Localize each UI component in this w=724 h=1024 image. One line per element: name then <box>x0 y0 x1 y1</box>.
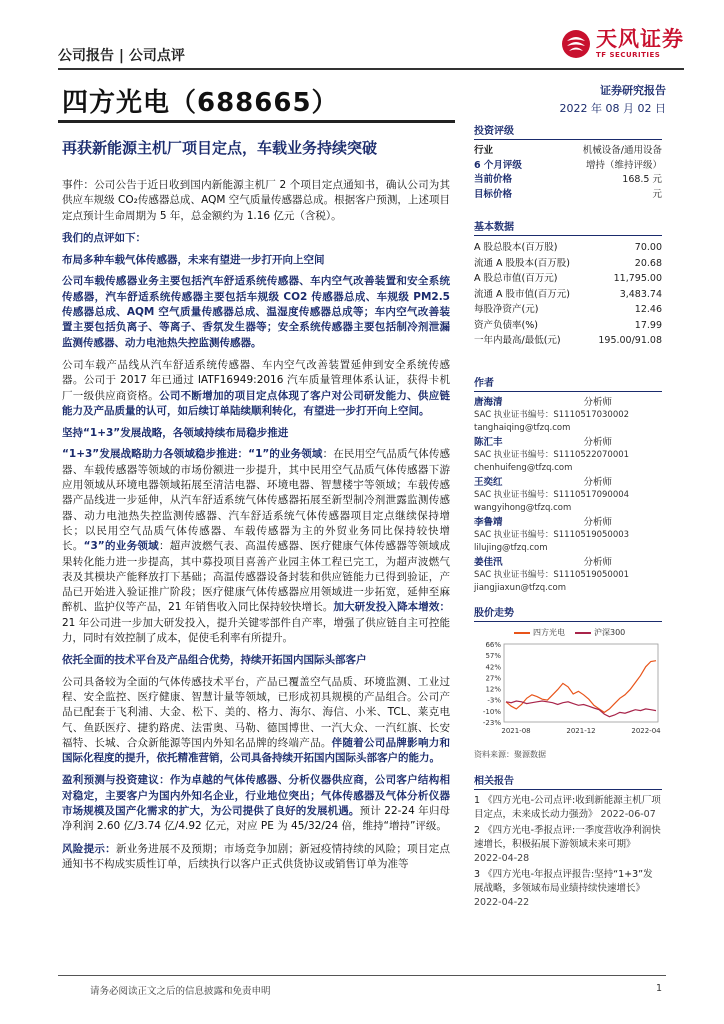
x-tick-label: 2022-04 <box>631 727 661 735</box>
legend-swatch <box>575 632 591 634</box>
basic-key: A 股总股本(百万股) <box>474 242 558 253</box>
y-tick-label: 66% <box>485 641 501 649</box>
author-name: 陈汇丰 <box>474 437 503 448</box>
paragraph-2-text: 公司车载产品线从汽车舒适系统传感器、车内空气改善装置延伸到安全系统传感器。公司于 2017 年已通过 IATF16949:2016 汽车质量管理体系认证，获得卡机厂一级供应商资格。 <box>62 358 450 402</box>
basic-key: 资产负债率(%) <box>474 319 538 331</box>
rating-key: 当前价格 <box>474 174 513 185</box>
brand-logo-icon <box>561 29 591 59</box>
author-role: 分析师 <box>583 477 612 488</box>
legend-label: 四方光电 <box>533 628 565 637</box>
y-tick-label: 57% <box>485 652 501 661</box>
chart-plot <box>474 640 662 738</box>
author-role: 分析师 <box>583 517 612 528</box>
footer-disclaimer[interactable]: 请务必阅读正文之后的信息披露和免责申明 <box>90 986 271 997</box>
series-line-index <box>506 701 656 717</box>
p3-rd-lead: 加大研发投入降本增效： <box>333 601 451 614</box>
related-report[interactable] <box>474 824 662 866</box>
risk-lead: 风险提示： <box>62 842 116 855</box>
p4-text: 公司具备较为全面的气体传感技术平台，产品已覆盖空气品质、环境监测、工业过程、安全监控、医疗健康、智慧计量等领域，已形成初具规模的产品组合。公司产品已配套于飞利浦、大金、松下、美的、格力、海尔、海信、小米、TCL、莱克电气、鱼跃医疗、捷豹路虎、法雷奥、马勒、德国博世、一汽大众、一汽红旗、长安福特、长城、合众新能源等国内外知名品牌的终端产品。 <box>62 675 450 749</box>
author-cert: SAC 执业证书编号：S1110517030002 <box>474 410 630 420</box>
x-tick-label: 2021-12 <box>566 727 596 735</box>
rating-row <box>474 188 662 203</box>
rating-row <box>474 159 662 174</box>
related-report[interactable] <box>474 794 662 822</box>
rating-row <box>474 144 662 159</box>
author-email[interactable]: wangyihong@tfzq.com <box>474 503 572 513</box>
legend-item <box>575 627 625 638</box>
basic-key: 每股净资产(元) <box>474 304 539 315</box>
basic-key: 流通 A 股股本(百万股) <box>474 257 570 269</box>
rating-title: 投资评级 <box>474 122 662 140</box>
basic-value: 195.00/91.08 <box>598 335 662 346</box>
related-title: 相关报告 <box>474 772 662 790</box>
legend-swatch <box>514 632 530 634</box>
legend-label: 沪深300 <box>594 628 626 637</box>
author-entry <box>474 476 662 515</box>
chart-legend <box>514 627 662 638</box>
y-tick-label: 42% <box>485 663 501 672</box>
author-name: 姜佳汛 <box>474 557 503 568</box>
trend-panel <box>474 604 662 626</box>
footer-rule <box>58 975 666 976</box>
author-cert: SAC 执业证书编号：S1110519050001 <box>474 570 630 580</box>
paragraph-4 <box>62 675 450 767</box>
rating-key: 6 个月评级 <box>474 159 522 171</box>
author-name: 唐海清 <box>474 397 503 408</box>
author-email[interactable]: chenhuifeng@tfzq.com <box>474 463 573 473</box>
y-tick-label: -3% <box>487 696 501 705</box>
author-entry <box>474 436 662 475</box>
risk-text: 新业务进展不及预期；市场竞争加剧；新冠疫情持续的风险；项目定点通知书不构成实质性订单，后续执行以客户正式供货协议或销售订单为准等 <box>62 842 451 870</box>
brand <box>561 28 684 59</box>
paragraph-1-bold: 公司车载传感器业务主要包括汽车舒适系统传感器、车内空气改善装置和安全系统传感器，汽车舒适系统传感器主要包括车规级 CO2 传感器总成、车规级 PM2.5 传感器总成、AQM 空气质量传感器总成、温湿度传感器总成等；车内空气改善装置主要包括负离子、等离子、香氛发生器等；安全系统传感器主要包括制冷剂泄漏监测传感器、动力电池热失控监测传感器。 <box>62 275 450 349</box>
p3-text-1: ：在民用空气品质气体传感器、车载传感器等领域的市场份额进一步提升，其中民用空气品质气体传感器下游应用领域从环境电器领域拓展至清洁电器、环境电器、智慧楼宇等领域；车载传感器产品线进一步延伸，从汽车舒适系统气体传感器拓展至新型制冷剂泄露监测传感器、动力电池热失控监测传感器、汽车舒适系统气体传感器项目定点继续保持增长；以民用空气品质气体传感器、车载传感器为主的外贸业务同比保持较快增长。 <box>62 448 450 553</box>
basic-value: 70.00 <box>634 242 662 253</box>
basic-value: 12.46 <box>634 304 662 315</box>
author-entry <box>474 516 662 555</box>
y-tick-label: 27% <box>485 674 501 683</box>
related-report-date: 2022-04-28 <box>474 853 530 864</box>
report-category: 公司报告 | 公司点评 <box>58 48 185 64</box>
report-date: 2022 年 08 月 02 日 <box>559 102 666 115</box>
page-number: 1 <box>655 983 662 994</box>
event-paragraph <box>62 178 450 224</box>
p4-bold: 伴随着公司品牌影响力和国际化程度的提升，依托精准营销，公司具备持续开拓国内国际头部客户的能力。 <box>62 736 451 765</box>
basic-key: A 股总市值(百万元) <box>474 273 558 284</box>
related-report-title[interactable]: 2 《四方光电-季报点评:一季度营收净利润快速增长，积极拓展下游领域未来可期》 <box>474 825 661 850</box>
y-tick-label: -23% <box>482 719 501 727</box>
rating-value: 168.5 元 <box>622 174 662 185</box>
author-cert: SAC 执业证书编号：S1110522070001 <box>474 450 630 460</box>
author-role: 分析师 <box>583 397 612 408</box>
basic-value: 17.99 <box>634 319 662 331</box>
basic-key: 一年内最高/最低(元) <box>474 335 561 346</box>
related-report-date: 2022-06-07 <box>600 809 656 820</box>
author-email[interactable]: tanghaiqing@tfzq.com <box>474 423 571 433</box>
basic-row <box>474 333 662 349</box>
author-email[interactable]: lilujing@tfzq.com <box>474 543 548 553</box>
p3-lead: “1+3”发展战略助力各领域稳步推进： <box>62 448 249 461</box>
p5-text: 预计 22-24 年归母净利润 2.60 亿/3.74 亿/4.92 亿元，对应 PE 为 45/32/24 倍，维持“增持”评级。 <box>62 804 451 833</box>
brand-name: 天风证券 <box>596 27 684 51</box>
paragraph-2-bold: 公司不断增加的项目定点体现了客户对公司研发能力、供应链能力及产品质量的认可，如后续订单陆续顺利转化，有望进一步打开向上空间。 <box>62 389 451 417</box>
author-entry <box>474 556 662 595</box>
related-report-title[interactable]: 3 《四方光电-年报点评报告:坚持“1+3”发展战略，多领域布局业绩持续快速增长》 <box>474 869 653 894</box>
p3-text-3: 21 年公司进一步加大研发投入，提升关键零部件自产率，增强了供应链自主可控能力，同时有效控制了成本，促使毛利率有所提升。 <box>62 616 450 645</box>
p3-three: “3”的业务领域 <box>83 540 159 553</box>
header-rule <box>58 68 684 70</box>
y-tick-label: 12% <box>485 685 501 694</box>
y-tick-label: -10% <box>482 707 501 716</box>
author-role: 分析师 <box>583 437 612 448</box>
section-heading-1: 布局多种车载气体传感器，未来有望进一步打开向上空间 <box>62 254 325 267</box>
basic-row <box>474 318 662 334</box>
paragraph-2 <box>62 358 450 419</box>
stock-title: 四方光电（688665） <box>62 88 339 118</box>
author-name: 李鲁靖 <box>474 517 503 528</box>
basic-value: 20.68 <box>634 257 662 269</box>
basic-row <box>474 287 662 303</box>
author-name: 王奕红 <box>474 477 503 488</box>
event-text: 事件：公司公告于近日收到国内新能源主机厂 2 个项目定点通知书，确认公司为其供应车规级 CO₂传感器总成、AQM 空气质量传感器总成。根据客户预测，上述项目定点预计生命周期为 5 年，总金额约为 1.16 亿元（含税）。 <box>62 179 450 222</box>
rating-panel <box>474 122 662 202</box>
trend-chart <box>474 627 662 745</box>
chart-source: 资料来源：聚源数据 <box>474 750 546 759</box>
author-role: 分析师 <box>583 557 612 568</box>
author-cert: SAC 执业证书编号：S1110519050003 <box>474 530 630 540</box>
basic-row <box>474 240 662 256</box>
related-panel <box>474 772 662 912</box>
basic-row <box>474 271 662 287</box>
rating-key: 目标价格 <box>474 188 513 200</box>
author-entry <box>474 396 662 435</box>
author-email[interactable]: jiangjiaxun@tfzq.com <box>474 583 566 593</box>
trend-title: 股价走势 <box>474 604 662 622</box>
title-rule <box>58 120 455 123</box>
basic-value: 11,795.00 <box>613 273 662 284</box>
basic-key: 流通 A 股市值(百万元) <box>474 288 570 300</box>
p3-one: “1”的业务领域 <box>248 448 323 461</box>
basic-row <box>474 256 662 272</box>
our-view-heading: 我们的点评如下： <box>62 231 146 244</box>
related-report-date: 2022-04-22 <box>474 897 530 908</box>
main-body <box>62 178 450 879</box>
paragraph-5 <box>62 773 450 834</box>
x-tick-label: 2021-08 <box>501 727 531 735</box>
risk-paragraph <box>62 842 450 873</box>
basic-value: 3,483.74 <box>619 288 662 300</box>
p3-text-2: ：超声波燃气表、高温传感器、医疗健康气体传感器等领域成果转化能力进一步提高，其中募投项目喜善产业园主体工程已完工，为超声波燃气表及其模块产能释放打下基础；高温传感器设备封装和供应链能力已得到验证，产品已开始进入验证推广阶段；医疗健康气体传感器应用领域进一步拓宽，延伸至麻醉机、监护仪等产品，21 年销售收入同比保持较快增长。 <box>62 540 451 614</box>
authors-title: 作者 <box>474 374 662 392</box>
author-cert: SAC 执业证书编号：S1110517090004 <box>474 490 630 500</box>
paragraph-3 <box>62 447 450 646</box>
basic-row <box>474 302 662 318</box>
headline: 再获新能源主机厂项目定点，车载业务持续突破 <box>62 139 378 157</box>
rating-key: 行业 <box>474 145 494 156</box>
basic-data-title: 基本数据 <box>474 218 662 236</box>
brand-name-en: TF SECURITIES <box>596 51 661 59</box>
related-report-title[interactable]: 1 《四方光电-公司点评:收到新能源主机厂项目定点，未来成长动力强劲》 <box>474 795 661 820</box>
section-heading-2: 坚持“1+3”发展战略，各领域持续布局稳步推进 <box>62 427 289 440</box>
rating-value: 元 <box>652 188 662 200</box>
rating-row <box>474 173 662 188</box>
related-report[interactable] <box>474 868 662 910</box>
basic-data-panel <box>474 218 662 349</box>
rating-value: 机械设备/通用设备 <box>582 145 662 156</box>
p5-bold: 盈利预测与投资建议：作为卓越的气体传感器、分析仪器供应商，公司客户结构相对稳定，主要客户为国内外知名企业，行业地位突出；气体传感器及气体分析仪器市场规模及国产化需求的扩大，为公司提供了良好的发展机遇。 <box>62 774 450 817</box>
authors-panel <box>474 374 662 596</box>
section-heading-3: 依托全面的技术平台及产品组合优势，持续开拓国内国际头部客户 <box>62 654 367 667</box>
rating-value: 增持（维持评级） <box>585 159 662 171</box>
paragraph-1 <box>62 274 450 350</box>
report-type: 证券研究报告 <box>600 84 666 97</box>
legend-item <box>514 627 565 638</box>
